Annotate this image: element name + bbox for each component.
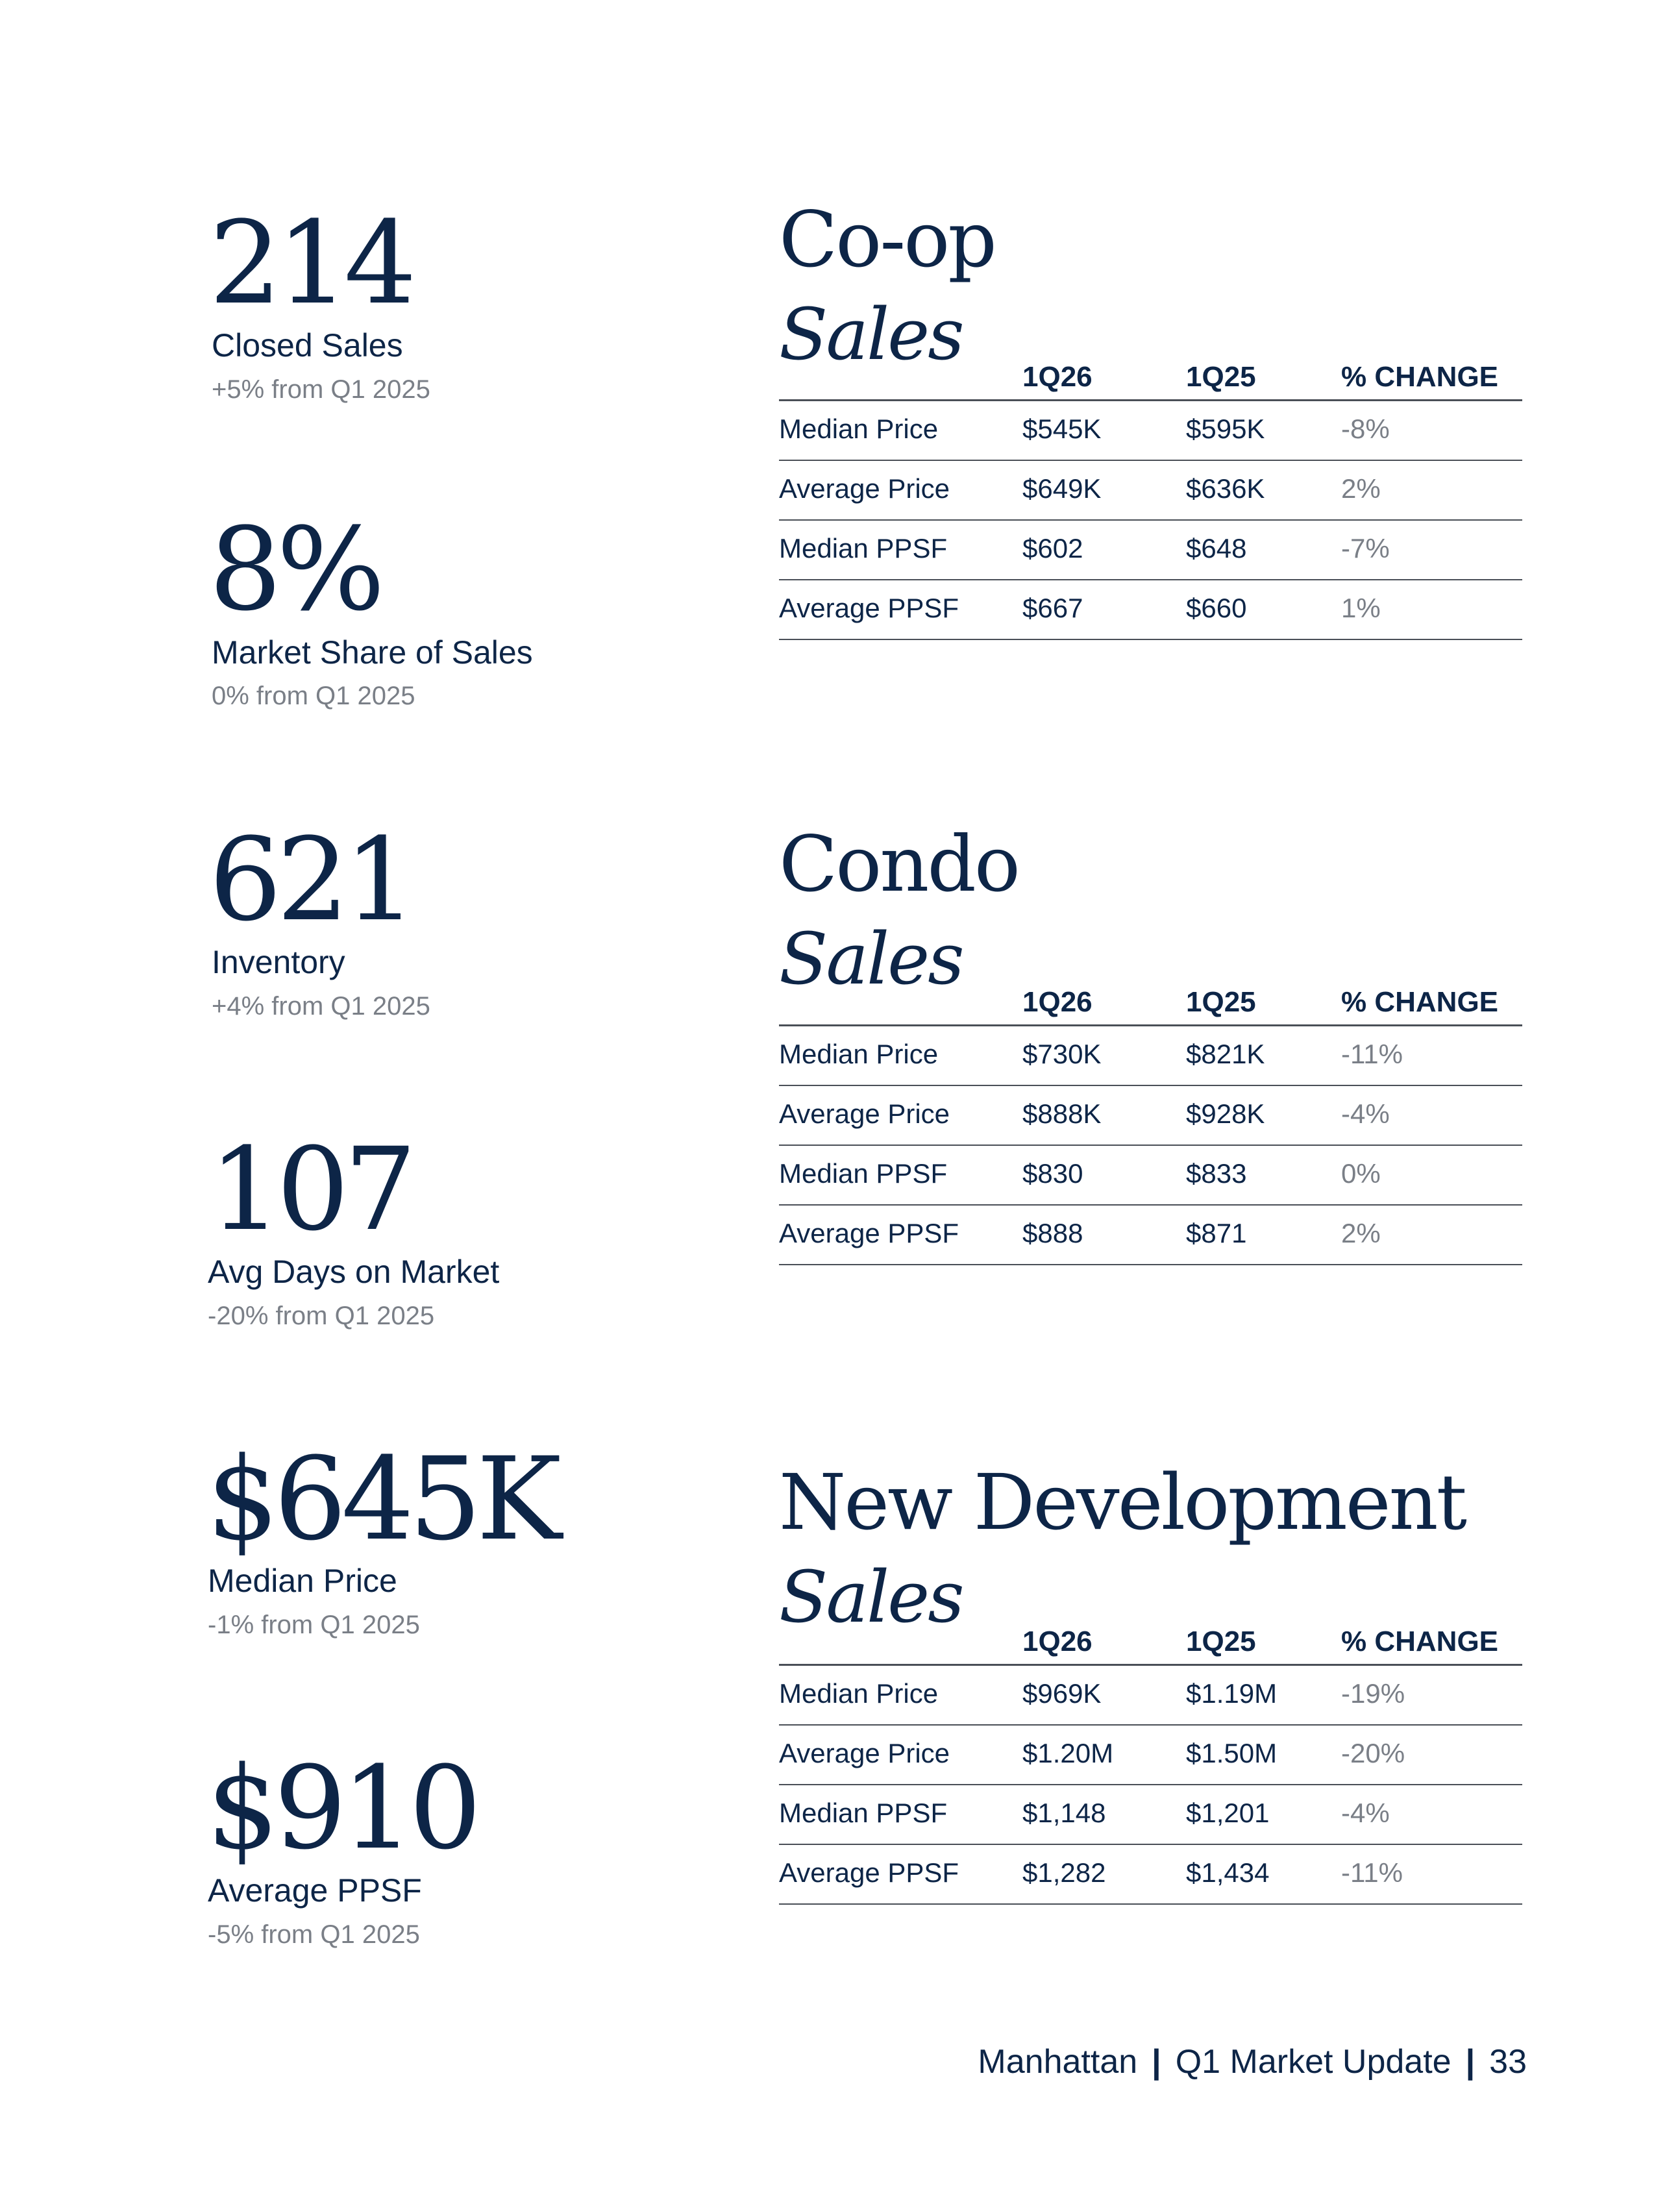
table-header <box>779 360 1522 401</box>
stat-label: Average PPSF <box>208 1872 422 1909</box>
cell-1q25: $1.19M <box>1186 1678 1278 1709</box>
cell-1q26: $667 <box>1022 593 1083 623</box>
table-row <box>779 1785 1522 1845</box>
footer-separator: | <box>1465 2043 1476 2081</box>
table-row <box>779 1206 1522 1265</box>
cell-1q26: $545K <box>1022 414 1102 444</box>
cell-change: -19% <box>1341 1678 1405 1709</box>
column-header: % CHANGE <box>1341 1626 1499 1657</box>
cell-change: 2% <box>1341 1218 1381 1248</box>
cell-1q25: $821K <box>1186 1039 1265 1069</box>
cell-1q26: $1,148 <box>1022 1798 1106 1828</box>
row-label: Average Price <box>779 1738 950 1768</box>
stat-label: Avg Days on Market <box>208 1254 500 1290</box>
row-label: Median Price <box>779 414 939 444</box>
section-title: New Development <box>779 1457 1465 1547</box>
column-header: 1Q25 <box>1186 1626 1256 1657</box>
section-subtitle: Sales <box>779 1555 963 1639</box>
stat-change: -1% from Q1 2025 <box>208 1611 420 1639</box>
section-subtitle: Sales <box>779 293 963 376</box>
cell-1q26: $1.20M <box>1022 1738 1114 1768</box>
cell-1q26: $888 <box>1022 1218 1083 1248</box>
cell-1q26: $969K <box>1022 1678 1102 1709</box>
section-title: Co-op <box>779 195 995 284</box>
cell-1q25: $595K <box>1186 414 1265 444</box>
cell-1q25: $928K <box>1186 1098 1265 1129</box>
row-label: Average Price <box>779 1098 950 1129</box>
stat-change: -20% from Q1 2025 <box>208 1302 435 1330</box>
column-header: 1Q25 <box>1186 986 1256 1018</box>
stat-label: Inventory <box>212 944 345 980</box>
table-row <box>779 401 1522 461</box>
table-row <box>779 1026 1522 1086</box>
stat-label: Market Share of Sales <box>212 634 533 671</box>
cell-change: 1% <box>1341 593 1381 623</box>
row-label: Average PPSF <box>779 593 959 623</box>
cell-1q25: $871 <box>1186 1218 1247 1248</box>
row-label: Median PPSF <box>779 1158 948 1189</box>
cell-1q26: $830 <box>1022 1158 1083 1189</box>
stat-change: -5% from Q1 2025 <box>208 1920 420 1949</box>
column-header: 1Q25 <box>1186 361 1256 393</box>
row-label: Median PPSF <box>779 533 948 563</box>
column-header: 1Q26 <box>1022 1626 1093 1657</box>
cell-change: 0% <box>1341 1158 1381 1189</box>
cell-1q25: $1,201 <box>1186 1798 1270 1828</box>
cell-change: -20% <box>1341 1738 1405 1768</box>
column-header: 1Q26 <box>1022 361 1093 393</box>
table-row <box>779 521 1522 580</box>
row-label: Average PPSF <box>779 1218 959 1248</box>
stat-value: $645K <box>206 1433 557 1566</box>
table-header <box>779 1625 1522 1666</box>
stat-label: Median Price <box>208 1563 397 1599</box>
table-row <box>779 1666 1522 1726</box>
cell-1q26: $888K <box>1022 1098 1102 1129</box>
cell-change: -11% <box>1341 1039 1403 1069</box>
page-number: 33 <box>1489 2043 1527 2081</box>
table-row <box>779 580 1522 640</box>
table-row <box>779 1146 1522 1206</box>
section-title: Condo <box>779 819 1019 909</box>
cell-1q25: $636K <box>1186 473 1265 504</box>
cell-change: 2% <box>1341 473 1381 504</box>
row-label: Average Price <box>779 473 950 504</box>
column-header: % CHANGE <box>1341 361 1499 393</box>
cell-1q25: $1.50M <box>1186 1738 1278 1768</box>
stat-value: 8% <box>209 503 380 636</box>
cell-1q25: $1,434 <box>1186 1857 1270 1888</box>
cell-change: -7% <box>1341 533 1390 563</box>
stat-change: +4% from Q1 2025 <box>212 992 430 1021</box>
footer-report-title: Q1 Market Update <box>1175 2043 1451 2081</box>
table-row <box>779 1726 1522 1785</box>
column-header: % CHANGE <box>1341 986 1499 1018</box>
footer-separator: | <box>1152 2043 1161 2081</box>
stat-value: $910 <box>206 1742 476 1875</box>
footer-area: Manhattan <box>978 2043 1138 2081</box>
cell-1q26: $602 <box>1022 533 1083 563</box>
page-footer <box>978 2045 1527 2079</box>
row-label: Average PPSF <box>779 1857 959 1888</box>
table-row <box>779 461 1522 521</box>
section-subtitle: Sales <box>779 917 963 1000</box>
stat-change: +5% from Q1 2025 <box>212 375 430 404</box>
cell-1q26: $730K <box>1022 1039 1102 1069</box>
cell-change: -4% <box>1341 1098 1390 1129</box>
stat-value: 621 <box>209 813 412 947</box>
stat-label: Closed Sales <box>212 327 403 364</box>
row-label: Median PPSF <box>779 1798 948 1828</box>
stat-change: 0% from Q1 2025 <box>212 682 415 710</box>
cell-1q26: $1,282 <box>1022 1857 1106 1888</box>
row-label: Median Price <box>779 1678 939 1709</box>
stat-value: 214 <box>209 197 412 330</box>
column-header: 1Q26 <box>1022 986 1093 1018</box>
row-label: Median Price <box>779 1039 939 1069</box>
table-header <box>779 985 1522 1026</box>
cell-1q25: $833 <box>1186 1158 1247 1189</box>
cell-1q25: $648 <box>1186 533 1247 563</box>
cell-1q25: $660 <box>1186 593 1247 623</box>
cell-change: -8% <box>1341 414 1390 444</box>
table-row <box>779 1845 1522 1905</box>
cell-change: -11% <box>1341 1857 1403 1888</box>
cell-change: -4% <box>1341 1798 1390 1828</box>
stat-value: 107 <box>209 1123 412 1256</box>
cell-1q26: $649K <box>1022 473 1102 504</box>
table-row <box>779 1086 1522 1146</box>
